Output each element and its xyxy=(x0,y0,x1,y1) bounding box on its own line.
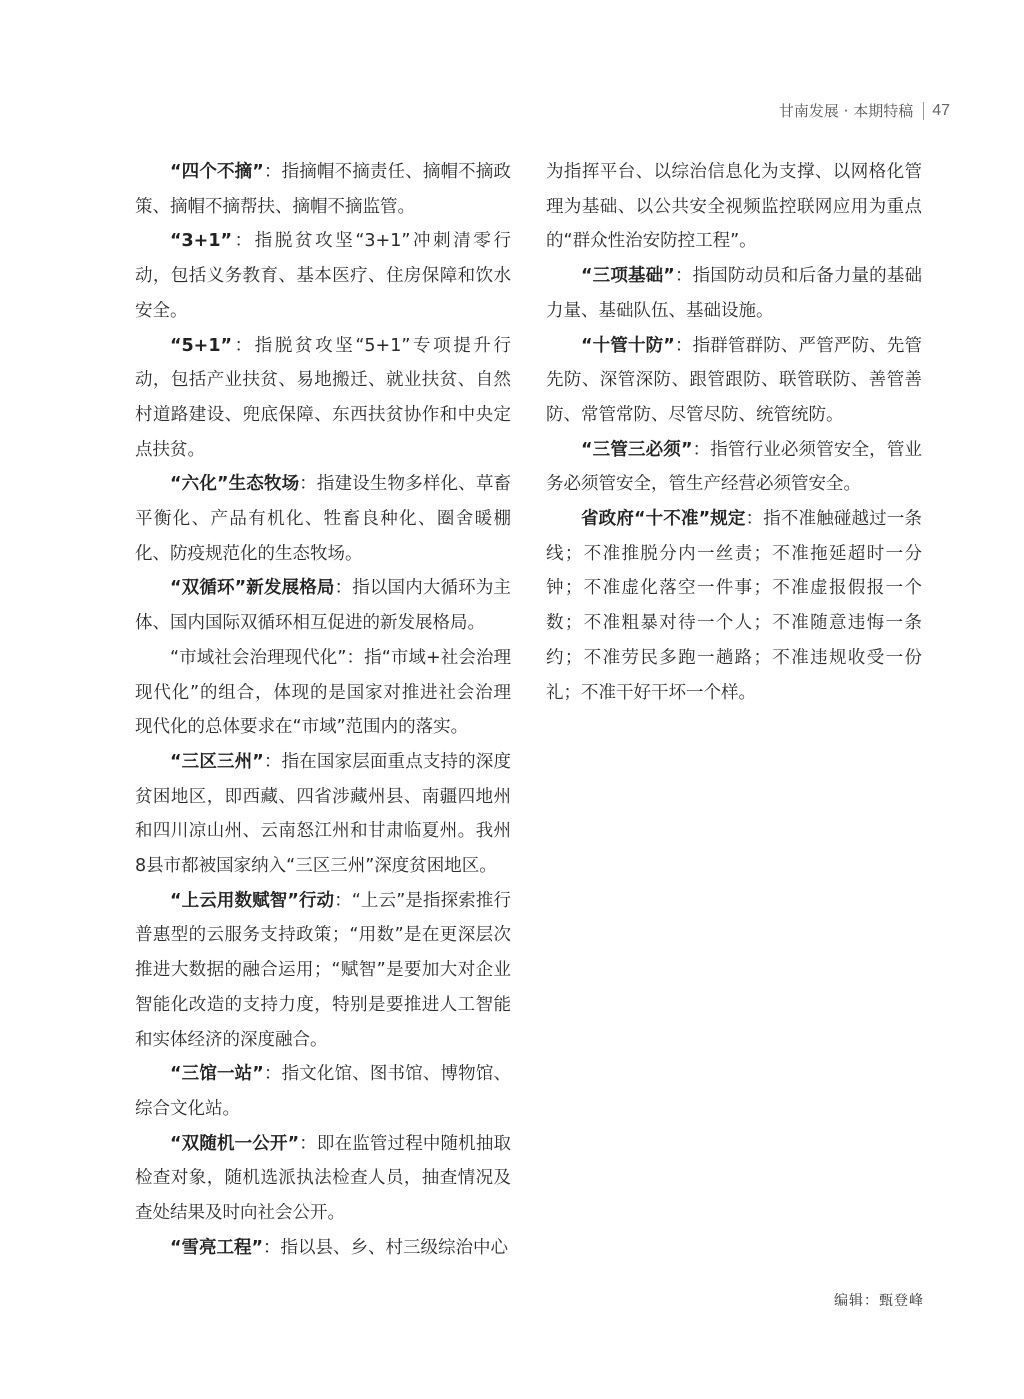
glossary-entry xyxy=(546,433,922,502)
glossary-term: “四个不摘” xyxy=(170,162,264,182)
glossary-term: “三馆一站” xyxy=(170,1064,264,1085)
glossary-entry xyxy=(135,884,511,1058)
glossary-term: “5+1” xyxy=(170,335,233,356)
glossary-entry xyxy=(135,1127,511,1231)
left-column xyxy=(135,155,511,1266)
glossary-term: “三区三州” xyxy=(170,751,264,772)
glossary-entry xyxy=(135,641,511,745)
glossary-term: “双循环”新发展格局 xyxy=(170,578,335,599)
glossary-entry xyxy=(135,571,511,640)
glossary-entry xyxy=(546,329,922,433)
glossary-term: “双随机一公开” xyxy=(170,1133,300,1154)
glossary-term: “3+1” xyxy=(170,231,233,252)
glossary-term: “六化”生态牧场 xyxy=(170,474,300,495)
editor-credit: 编辑：甄登峰 xyxy=(834,1293,924,1309)
glossary-term: “上云用数赋智”行动 xyxy=(170,890,335,911)
glossary-definition: ：指脱贫攻坚“5+1”专项提升行动，包括产业扶贫、易地搬迁、就业扶贫、自然村道路建设、兜底保障、东西扶贫协作和中央定点扶贫。 xyxy=(135,335,511,460)
glossary-term: “三管三必须” xyxy=(581,439,693,460)
glossary-entry xyxy=(546,259,922,328)
glossary-definition: ：指文化馆、图书馆、博物馆、综合文化站。 xyxy=(135,1064,511,1119)
glossary-entry xyxy=(546,502,922,710)
glossary-definition: ：指以国内大循环为主体、国内国际双循环相互促进的新发展格局。 xyxy=(135,578,511,634)
glossary-definition: 为指挥平台、以综治信息化为支撑、以网格化管理为基础、以公共安全视频监控联网应用为重点的“群众性治安防控工程”。 xyxy=(546,162,922,252)
glossary-definition: ：指在国家层面重点支持的深度贫困地区，即西藏、四省涉藏州县、南疆四地州和四川凉山州、云南怒江州和甘肃临夏州。我州8县市都被国家纳入“三区三州”深度贫困地区。 xyxy=(135,751,511,877)
header-divider xyxy=(923,102,924,120)
glossary-entry xyxy=(135,329,511,468)
running-header xyxy=(779,100,950,121)
glossary-definition: ：“上云”是指探索推行普惠型的云服务支持政策；“用数”是在更深层次推进大数据的融合运用；“赋智”是要加大对企业智能化改造的支持力度，特别是要推进人工智能和实体经济的深度融合。 xyxy=(135,890,511,1050)
glossary-definition: ：指建设生物多样化、草畜平衡化、产品有机化、牲畜良种化、圈舍暖棚化、防疫规范化的生态牧场。 xyxy=(135,474,511,564)
glossary-term: “十管十防” xyxy=(581,335,675,356)
glossary-term: “三项基础” xyxy=(581,266,675,287)
glossary-definition: ：即在监管过程中随机抽取检查对象，随机选派执法检查人员，抽查情况及查处结果及时向社会公开。 xyxy=(135,1133,511,1224)
glossary-term: “雪亮工程” xyxy=(170,1237,264,1258)
glossary-definition: ：指不准触碰越过一条线；不准推脱分内一丝责；不准拖延超时一分钟；不准虚化落空一件事；不准虚报假报一个数；不准粗暴对待一个人；不准随意违悔一条约；不准劳民多跑一趟路；不准违规收受一份礼；不准干好干坏一个样。 xyxy=(546,509,922,703)
glossary-entry xyxy=(135,1231,511,1266)
glossary-definition: ：指国防动员和后备力量的基础力量、基础队伍、基础设施。 xyxy=(546,266,922,321)
glossary-entry xyxy=(135,155,511,224)
section-title: 甘南发展 · 本期特稿 xyxy=(778,102,914,120)
glossary-term: 省政府“十不准”规定 xyxy=(581,509,746,530)
glossary-entry xyxy=(135,1057,511,1126)
glossary-entry xyxy=(135,467,511,571)
glossary-entry-continued xyxy=(546,155,922,259)
glossary-definition: ：指脱贫攻坚“3+1”冲刺清零行动，包括义务教育、基本医疗、住房保障和饮水安全。 xyxy=(135,231,511,321)
glossary-definition: ：指以县、乡、村三级综治中心 xyxy=(263,1237,509,1258)
right-column xyxy=(546,155,922,710)
glossary-entry xyxy=(135,745,511,884)
glossary-entry xyxy=(135,224,511,328)
glossary-definition: ：指管行业必须管安全，管业务必须管安全，管生产经营必须管安全。 xyxy=(546,439,922,495)
glossary-definition: ：指群管群防、严管严防、先管先防、深管深防、跟管跟防、联管联防、善管善防、常管常防、尽管尽防、统管统防。 xyxy=(546,335,922,425)
glossary-definition: “市域社会治理现代化”：指“市域+社会治理现代化”的组合，体现的是国家对推进社会治理现代化的总体要求在“市域”范围内的落实。 xyxy=(135,647,511,738)
glossary-definition: ：指摘帽不摘责任、摘帽不摘政策、摘帽不摘帮扶、摘帽不摘监管。 xyxy=(135,162,511,217)
page-number: 47 xyxy=(932,101,950,119)
